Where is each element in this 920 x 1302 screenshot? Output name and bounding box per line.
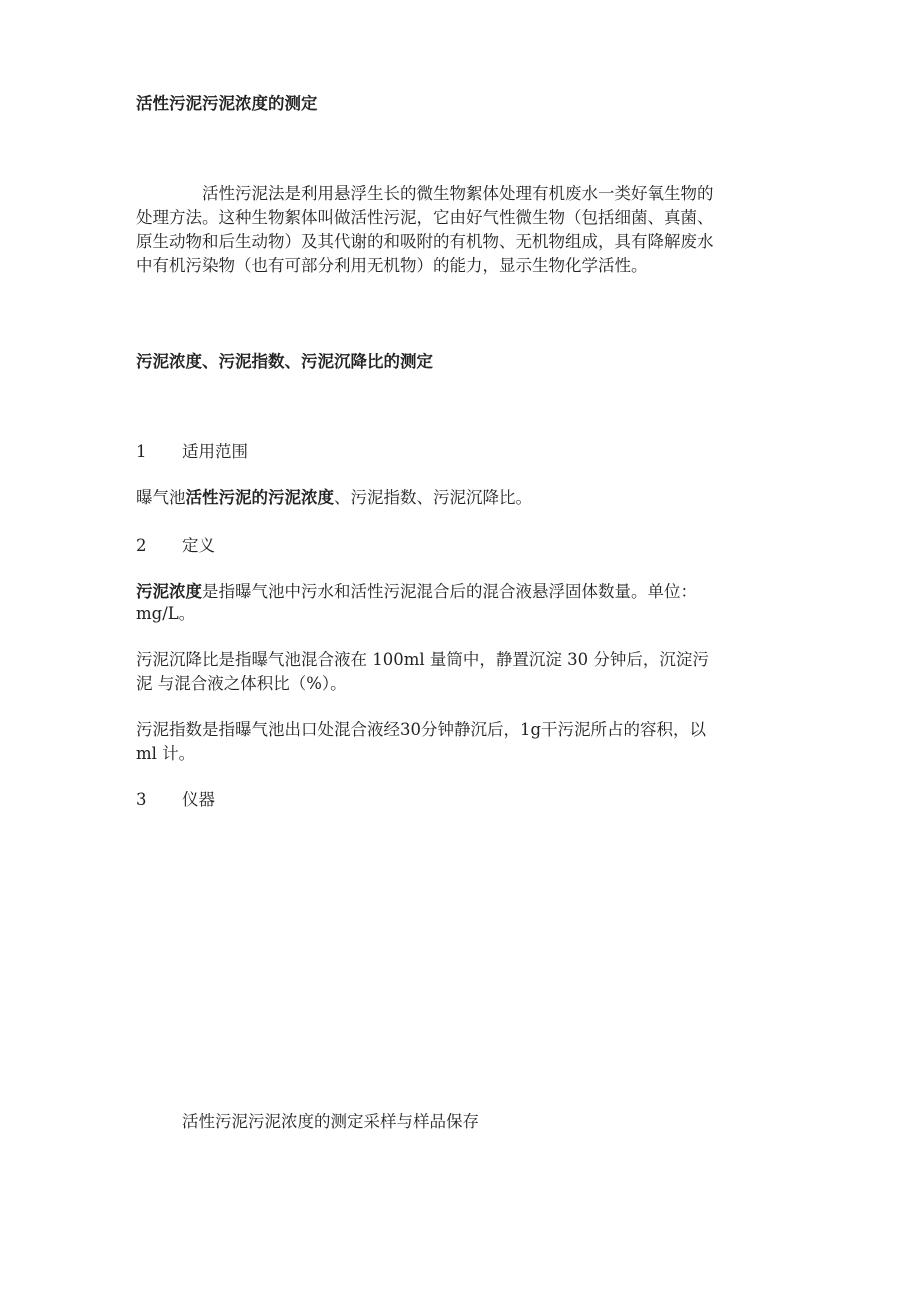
section-number: 2 bbox=[136, 536, 147, 555]
section-title: 仪器 bbox=[182, 790, 215, 809]
definition-line: 泥 与混合液之体积比（%）。 bbox=[136, 674, 347, 693]
scope-part: 曝气池 bbox=[136, 488, 186, 507]
section-title: 定义 bbox=[182, 536, 215, 555]
term: 污泥浓度 bbox=[136, 582, 202, 601]
intro-line: 原生动物和后生动物）及其代谢的和吸附的有机物、无机物组成，具有降解废水 bbox=[136, 232, 714, 251]
definition-line: mg/L。 bbox=[136, 604, 196, 623]
section-1-heading bbox=[136, 442, 248, 462]
scope-bold: 活性污泥的污泥浓度 bbox=[185, 488, 334, 507]
definition-line: ml 计。 bbox=[136, 744, 196, 763]
intro-line: 中有机污染物（也有可部分利用无机物）的能力，显示生物化学活性。 bbox=[136, 256, 648, 275]
sampling-heading: 活性污泥污泥浓度的测定采样与样品保存 bbox=[182, 1112, 479, 1131]
scope-text bbox=[136, 488, 532, 508]
definition-settling-ratio: 污泥沉降比是指曝气池混合液在 100ml 量筒中，静置沉淀 30 分钟后，沉淀污 bbox=[136, 650, 709, 669]
section-title: 适用范围 bbox=[182, 442, 248, 461]
section-number: 3 bbox=[136, 790, 147, 809]
section-2-heading bbox=[136, 536, 215, 556]
intro-line: 处理方法。这种生物絮体叫做活性污泥，它由好气性微生物（包括细菌、真菌、 bbox=[136, 208, 714, 227]
section-3-heading bbox=[136, 790, 215, 810]
section-number: 1 bbox=[136, 442, 147, 461]
document-title: 活性污泥污泥浓度的测定 bbox=[136, 94, 318, 113]
definition-sludge-index: 污泥指数是指曝气池出口处混合液经30分钟静沉后，1g干污泥所占的容积，以 bbox=[136, 720, 707, 739]
definition-sludge-concentration bbox=[136, 582, 697, 602]
section-subtitle: 污泥浓度、污泥指数、污泥沉降比的测定 bbox=[136, 352, 433, 371]
scope-part: 、污泥指数、污泥沉降比。 bbox=[334, 488, 532, 507]
definition-text: 是指曝气池中污水和活性污泥混合后的混合液悬浮固体数量。单位： bbox=[202, 582, 697, 601]
intro-line: 活性污泥法是利用悬浮生长的微生物絮体处理有机废水一类好氧生物的 bbox=[202, 184, 714, 203]
